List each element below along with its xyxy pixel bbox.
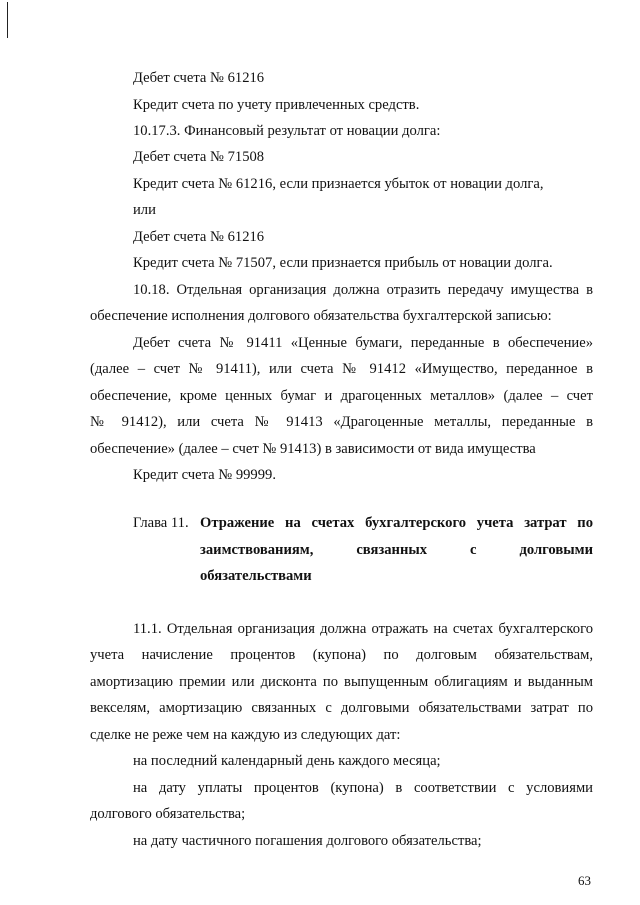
debit-91411-line-4: № 91412), или счета № 91413 «Драгоценные металлы, переданные в [90,414,593,430]
text-line-credit-61216-loss: Кредит счета № 61216, если признается убыток от новации долга, [133,176,544,192]
debit-91411-line-2: (далее – счет № 91411), или счета № 91412 «Имущество, переданное в [90,361,593,377]
text-line-10-17-3: 10.17.3. Финансовый результат от новации долга: [133,123,441,139]
chapter-title-line-1: Отражение на счетах бухгалтерского учета затрат по [200,515,593,531]
text-line-credit-71507-profit: Кредит счета № 71507, если признается прибыль от новации долга. [133,255,553,271]
list-item-interest-payment-line-1: на дату уплаты процентов (купона) в соответствии с условиями [133,780,593,796]
page-number: 63 [578,873,591,888]
chapter-title-line-2: заимствованиям, связанных с долговыми [200,542,593,558]
list-item-interest-payment-line-2: долгового обязательства; [90,806,246,822]
list-item-partial-repayment: на дату частичного погашения долгового обязательства; [133,833,482,849]
section-11-1-line-4: векселям, амортизацию связанных с долговыми обязательствами затрат по [90,700,593,716]
section-11-1-line-5: сделке не реже чем на каждую из следующих дат: [90,727,401,743]
paragraph-10-18-line-2: обеспечение исполнения долгового обязательства бухгалтерской записью: [90,308,552,324]
text-line-credit-borrowed-funds: Кредит счета по учету привлеченных средств. [133,97,420,113]
text-line-debit-71508: Дебет счета № 71508 [133,149,265,165]
section-11-1-line-2: учета начисление процентов (купона) по долговым обязательствам, [90,647,593,663]
chapter-label: Глава 11. [133,515,189,531]
text-line-credit-99999: Кредит счета № 99999. [133,467,276,483]
section-11-1-line-3: амортизацию премии или дисконта по выпущенным облигациям и выданным [90,674,593,690]
debit-91411-line-1: Дебет счета № 91411 «Ценные бумаги, переданные в обеспечение» [133,335,593,351]
paragraph-10-18-line-1: 10.18. Отдельная организация должна отразить передачу имущества в [133,282,593,298]
debit-91411-line-5: обеспечение» (далее – счет № 91413) в зависимости от вида имущества [90,441,536,457]
text-line-debit-61216: Дебет счета № 61216 [133,70,265,86]
list-item-last-day-of-month: на последний календарный день каждого месяца; [133,753,441,769]
debit-91411-line-3: обеспечение, кроме ценных бумаг и драгоценных металлов» (далее – счет [90,388,593,404]
section-11-1-line-1: 11.1. Отдельная организация должна отражать на счетах бухгалтерского [133,621,593,637]
scan-edge-mark [7,2,8,38]
text-line-debit-61216-b: Дебет счета № 61216 [133,229,265,245]
chapter-title-line-3: обязательствами [200,568,312,584]
text-line-or: или [133,202,156,218]
